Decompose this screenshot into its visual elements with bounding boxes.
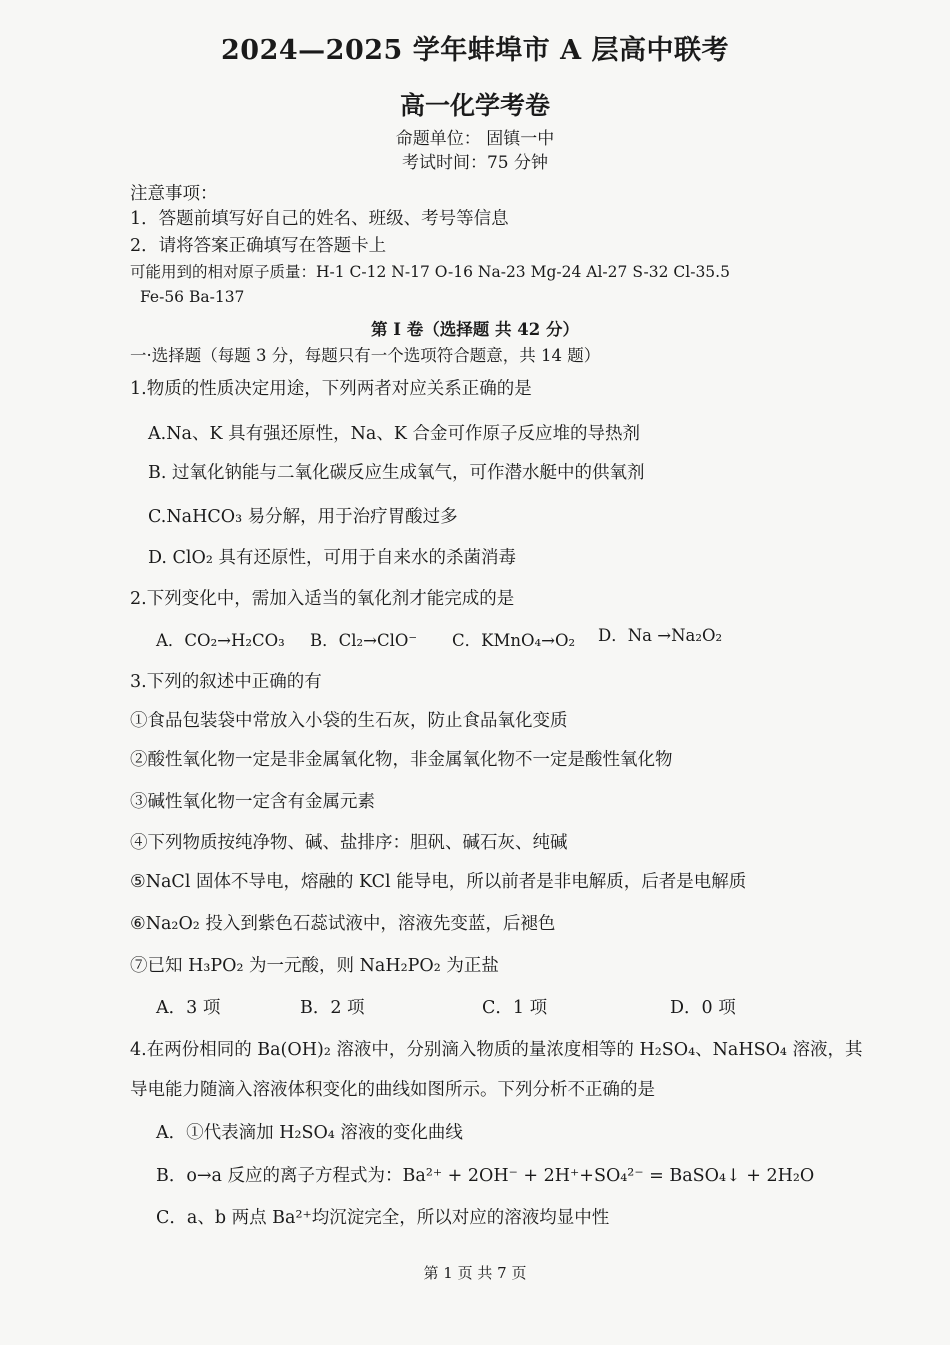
page-footer: 第 1 页 共 7 页 [423, 1264, 527, 1282]
q3-option-d: D．0 项 [670, 998, 736, 1018]
q3-statement: ③碱性氧化物一定含有金属元素 [130, 792, 375, 812]
q1-option-d: D. ClO₂ 具有还原性，可用于自来水的杀菌消毒 [148, 548, 516, 568]
q4-option-c: C．a、b 两点 Ba²⁺均沉淀完全，所以对应的溶液均显中性 [156, 1208, 610, 1228]
exam-time: 考试时间：75 分钟 [401, 153, 549, 173]
notes-heading: 注意事项： [130, 184, 218, 204]
q3-statement: ④下列物质按纯净物、碱、盐排序：胆矾、碱石灰、纯碱 [130, 833, 568, 853]
q4-stem-line2: 导电能力随滴入溶液体积变化的曲线如图所示。下列分析不正确的是 [130, 1080, 655, 1100]
section-title: 第 I 卷（选择题 共 42 分） [371, 320, 579, 339]
q1-option-c: C.NaHCO₃ 易分解，用于治疗胃酸过多 [148, 507, 458, 527]
note-item: 2．请将答案正确填写在答题卡上 [130, 236, 387, 256]
q3-stem: 3.下列的叙述中正确的有 [130, 672, 322, 692]
q4-option-b: B．o→a 反应的离子方程式为：Ba²⁺ + 2OH⁻ + 2H⁺+SO₄²⁻ = BaSO₄↓ + 2H₂O [156, 1166, 815, 1186]
atomic-masses-cont: Fe-56 Ba-137 [140, 288, 245, 306]
atomic-masses: 可能用到的相对原子质量：H-1 C-12 N-17 O-16 Na-23 Mg-24 Al-27 S-32 Cl-35.5 [130, 263, 730, 281]
q2-option-b: B．Cl₂→ClO⁻ [310, 631, 418, 650]
q1-option-b: B. 过氧化钠能与二氧化碳反应生成氧气，可作潜水艇中的供氧剂 [148, 463, 645, 483]
q4-stem-line1: 4.在两份相同的 Ba(OH)₂ 溶液中，分别滴入物质的量浓度相等的 H₂SO₄、NaHSO₄ 溶液，其 [130, 1040, 863, 1060]
q1-stem: 1.物质的性质决定用途，下列两者对应关系正确的是 [130, 379, 532, 399]
q3-statement: ⑤NaCl 固体不导电，熔融的 KCl 能导电，所以前者是非电解质，后者是电解质 [130, 872, 747, 892]
note-item: 1．答题前填写好自己的姓名、班级、考号等信息 [130, 209, 509, 229]
q2-option-a: A．CO₂→H₂CO₃ [156, 631, 285, 650]
exam-title: 2024—2025 学年蚌埠市 A 层高中联考 [221, 35, 729, 66]
q2-option-c: C．KMnO₄→O₂ [452, 631, 576, 650]
q3-statement: ②酸性氧化物一定是非金属氧化物，非金属氧化物不一定是酸性氧化物 [130, 750, 673, 770]
exam-subtitle: 高一化学考卷 [399, 91, 550, 120]
section-instruction: 一·选择题（每题 3 分，每题只有一个选项符合题意，共 14 题） [130, 346, 601, 365]
exam-unit: 命题单位： 固镇一中 [395, 129, 555, 149]
q3-option-a: A．3 项 [156, 998, 221, 1018]
q2-option-d: D．Na →Na₂O₂ [598, 626, 723, 645]
q3-statement: ⑥Na₂O₂ 投入到紫色石蕊试液中，溶液先变蓝，后褪色 [130, 914, 556, 934]
q1-option-a: A.Na、K 具有强还原性，Na、K 合金可作原子反应堆的导热剂 [148, 424, 640, 444]
q3-option-b: B．2 项 [300, 998, 365, 1018]
q2-stem: 2.下列变化中，需加入适当的氧化剂才能完成的是 [130, 589, 515, 609]
q3-option-c: C．1 项 [482, 998, 548, 1018]
q4-option-a: A．①代表滴加 H₂SO₄ 溶液的变化曲线 [156, 1123, 463, 1143]
q3-statement: ⑦已知 H₃PO₂ 为一元酸，则 NaH₂PO₂ 为正盐 [130, 956, 499, 976]
q3-statement: ①食品包装袋中常放入小袋的生石灰，防止食品氧化变质 [130, 711, 568, 731]
